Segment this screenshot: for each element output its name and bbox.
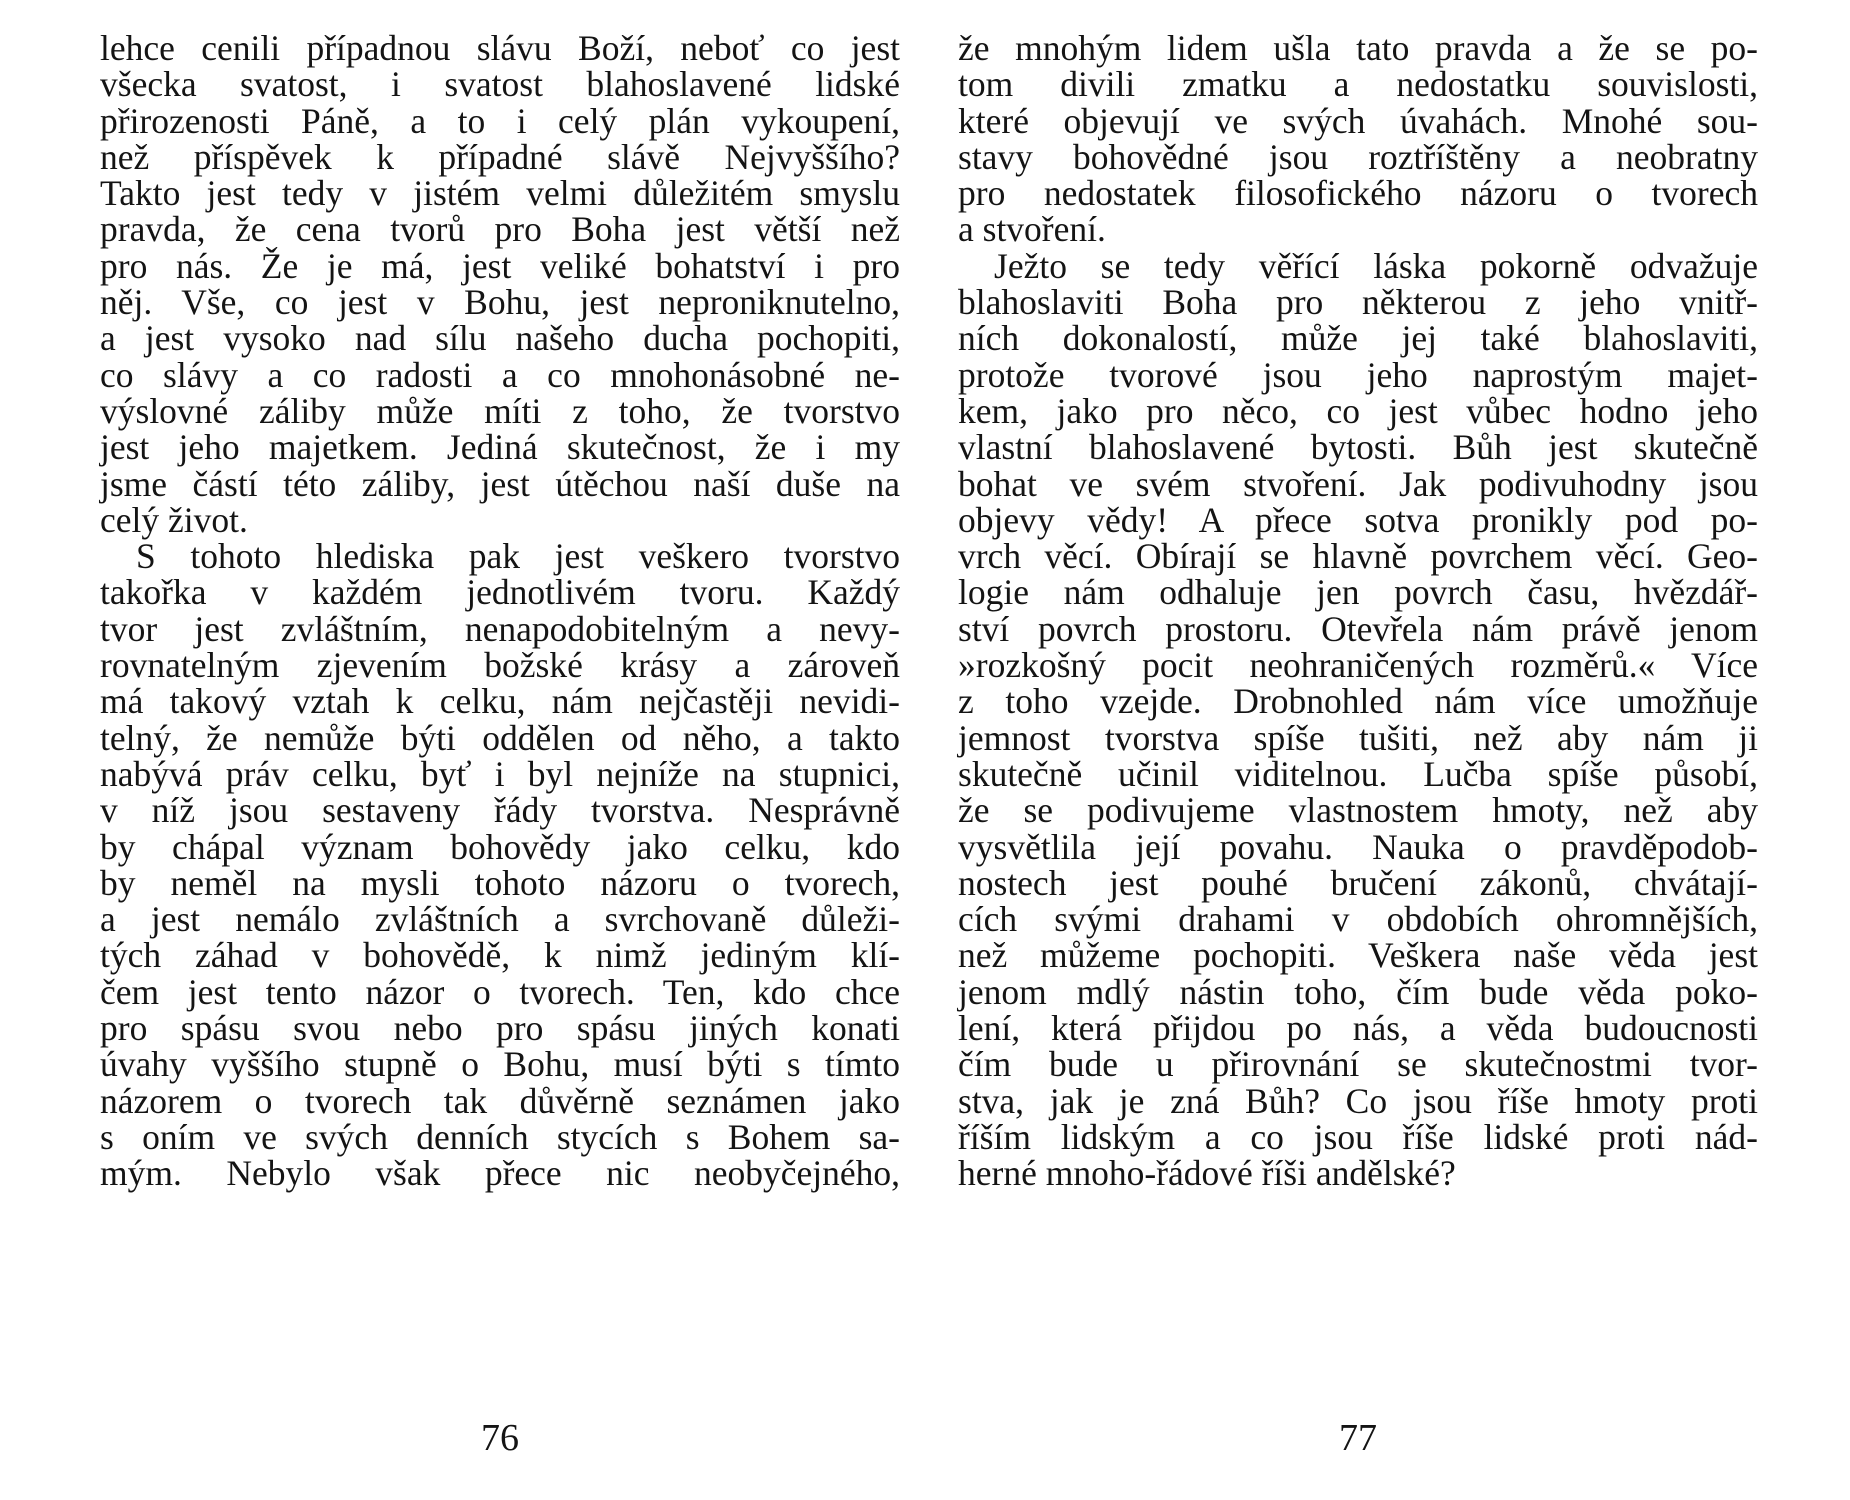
text-line: pro nás. Že je má, jest veliké bohatství i pro xyxy=(100,245,900,286)
page-number: 77 xyxy=(1339,1417,1377,1459)
text-line: takořka v každém jednotlivém tvoru. Každý xyxy=(100,572,900,613)
text-line: čím bude u přirovnání se skutečnostmi tvor- xyxy=(958,1044,1758,1085)
text-line: Takto jest tedy v jistém velmi důležitém smyslu xyxy=(100,173,900,214)
text-line: objevy vědy! A přece sotva pronikly pod po- xyxy=(958,499,1758,540)
text-line: cích svými drahami v obdobích ohromnějších, xyxy=(958,899,1758,940)
text-line: výslovné záliby může míti z toho, že tvorstvo xyxy=(100,390,900,431)
text-line: ních dokonalostí, může jej také blahoslaviti, xyxy=(958,318,1758,359)
text-line: z toho vzejde. Drobnohled nám více umožňuje xyxy=(958,681,1758,722)
text-line: tom divili zmatku a nedostatku souvislosti, xyxy=(958,64,1758,105)
paragraph-start-line: Ježto se tedy věřící láska pokorně odvažuje xyxy=(994,245,1758,286)
paragraph-end-line: a stvoření. xyxy=(958,209,1106,250)
text-line: úvahy vyššího stupně o Bohu, musí býti s tímto xyxy=(100,1044,900,1085)
text-line: má takový vztah k celku, nám nejčastěji nevidi- xyxy=(100,681,900,722)
text-line: něj. Vše, co jest v Bohu, jest neproniknutelno, xyxy=(100,282,900,323)
text-line: v níž jsou sestaveny řády tvorstva. Nesprávně xyxy=(100,790,900,831)
text-line: lení, která přijdou po nás, a věda budoucnosti xyxy=(958,1008,1758,1049)
text-line: všecka svatost, i svatost blahoslavené lidské xyxy=(100,64,900,105)
right-page-text xyxy=(958,30,1758,1350)
left-page xyxy=(100,28,900,1459)
text-line: přirozenosti Páně, a to i celý plán vykoupení, xyxy=(100,100,900,141)
text-line: že mnohým lidem ušla tato pravda a že se po- xyxy=(958,28,1758,68)
text-line: jenom mdlý nástin toho, čím bude věda poko- xyxy=(958,971,1758,1012)
paragraph-start-line: S tohoto hlediska pak jest veškero tvorstvo xyxy=(136,536,900,577)
text-line: čem jest tento názor o tvorech. Ten, kdo chce xyxy=(100,971,900,1012)
text-line: pravda, že cena tvorů pro Boha jest větší než xyxy=(100,209,900,250)
text-line: stavy bohovědné jsou roztříštěny a neobratny xyxy=(958,136,1758,177)
text-line: nabývá práv celku, byť i byl nejníže na stupnici, xyxy=(100,753,900,794)
text-line: skutečně učinil viditelnou. Lučba spíše působí, xyxy=(958,753,1758,794)
text-line: protože tvorové jsou jeho naprostým majet- xyxy=(958,354,1758,395)
right-page xyxy=(958,28,1758,1459)
text-line: tvor jest zvláštním, nenapodobitelným a nevy- xyxy=(100,608,900,649)
text-line: pro nedostatek filosofického názoru o tvorech xyxy=(958,173,1758,214)
text-line: tých záhad v bohovědě, k nimž jediným klí- xyxy=(100,935,900,976)
text-line: jemnost tvorstva spíše tušiti, než aby nám ji xyxy=(958,717,1758,758)
text-line: logie nám odhaluje jen povrch času, hvězdář- xyxy=(958,572,1758,613)
text-line: názorem o tvorech tak důvěrně seznámen jako xyxy=(100,1080,900,1121)
text-line: nostech jest pouhé bručení zákonů, chvátají- xyxy=(958,862,1758,903)
text-line: rovnatelným zjevením božské krásy a zároveň xyxy=(100,645,900,686)
text-line: říším lidským a co jsou říše lidské proti nád- xyxy=(958,1116,1758,1157)
paragraph-end-line: celý život. xyxy=(100,499,248,540)
left-page-text xyxy=(100,30,900,1350)
text-line: s oním ve svých denních stycích s Bohem sa- xyxy=(100,1116,900,1157)
text-line: vlastní blahoslavené bytosti. Bůh jest skutečně xyxy=(958,427,1758,468)
text-line: pro spásu svou nebo pro spásu jiných konati xyxy=(100,1008,900,1049)
text-line: vrch věcí. Obírají se hlavně povrchem věcí. Geo- xyxy=(958,536,1758,577)
text-line: jest jeho majetkem. Jediná skutečnost, že i my xyxy=(100,427,900,468)
text-line: vysvětlila její povahu. Nauka o pravděpodob- xyxy=(958,826,1758,867)
page-number: 76 xyxy=(481,1417,519,1459)
text-line: které objevují ve svých úvahách. Mnohé sou- xyxy=(958,100,1758,141)
text-line: telný, že nemůže býti oddělen od něho, a takto xyxy=(100,717,900,758)
text-line: »rozkošný pocit neohraničených rozměrů.« Více xyxy=(958,645,1758,686)
text-line: ství povrch prostoru. Otevřela nám právě jenom xyxy=(958,608,1758,649)
text-line: mým. Nebylo však přece nic neobyčejného, xyxy=(100,1153,900,1194)
text-line: že se podivujeme vlastnostem hmoty, než aby xyxy=(958,790,1758,831)
text-line: by neměl na mysli tohoto názoru o tvorech, xyxy=(100,862,900,903)
text-line: bohat ve svém stvoření. Jak podivuhodny jsou xyxy=(958,463,1758,504)
text-line: než příspěvek k případné slávě Nejvyššího? xyxy=(100,136,900,177)
text-line: lehce cenili případnou slávu Boží, neboť co jest xyxy=(100,28,900,68)
text-line: by chápal význam bohovědy jako celku, kdo xyxy=(100,826,900,867)
text-line: kem, jako pro něco, co jest vůbec hodno jeho xyxy=(958,390,1758,431)
text-line: a jest nemálo zvláštních a svrchovaně důleži- xyxy=(100,899,900,940)
text-line: jsme částí této záliby, jest útěchou naší duše na xyxy=(100,463,900,504)
text-line: blahoslaviti Boha pro některou z jeho vnitř- xyxy=(958,282,1758,323)
paragraph-end-line: herné mnoho-řádové říši andělské? xyxy=(958,1153,1456,1194)
text-line: stva, jak je zná Bůh? Co jsou říše hmoty proti xyxy=(958,1080,1758,1121)
text-line: než můžeme pochopiti. Veškera naše věda jest xyxy=(958,935,1758,976)
text-line: a jest vysoko nad sílu našeho ducha pochopiti, xyxy=(100,318,900,359)
text-line: co slávy a co radosti a co mnohonásobné ne- xyxy=(100,354,900,395)
